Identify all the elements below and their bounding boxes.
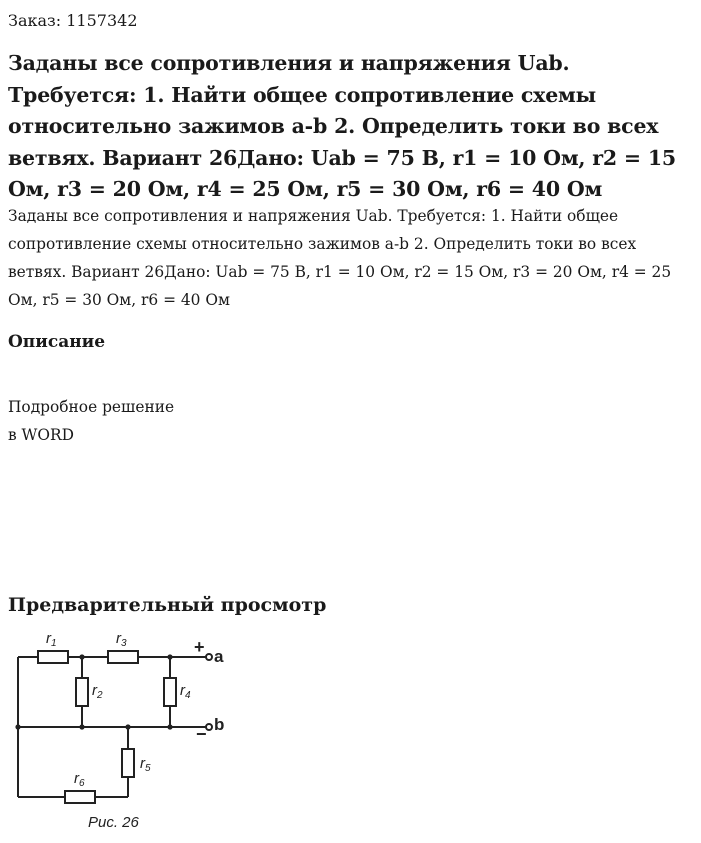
label-r3: $r_3$	[116, 630, 127, 649]
resistor-r2	[76, 678, 88, 706]
terminal-b-label: b	[214, 715, 225, 734]
figure-caption: Рис. 26	[88, 814, 139, 831]
page-title: Заданы все сопротивления и напряжения Uab. Требуется: 1. Найти общее сопротивление схемы относительно зажимов a-b 2. Определить токи во всех ветвях. Вариант 26Дано: Uab = 75 В, r1 = 10 Ом, r2 = 15 Ом, r3 = 20 Ом, r4 = 25 Ом, r5 = 30 Ом, r6 = 40 Ом	[8, 51, 676, 201]
description-line-1: Подробное решение	[8, 398, 175, 416]
label-r2: $r_2$	[92, 682, 103, 701]
label-r1: $r_1$	[46, 630, 57, 649]
junction-dot	[79, 654, 84, 659]
circuit-preview	[0, 622, 260, 843]
resistor-r4	[164, 678, 176, 706]
terminal-a-label: a	[214, 647, 224, 666]
resistor-r1	[38, 651, 68, 663]
description-body	[8, 393, 174, 449]
junction-dot	[15, 724, 20, 729]
circuit-diagram	[0, 622, 260, 843]
junction-dot	[167, 654, 172, 659]
label-r5: $r_5$	[140, 755, 151, 774]
resistor-r6	[65, 791, 95, 803]
junction-dot	[79, 724, 84, 729]
resistor-r3	[108, 651, 138, 663]
minus-sign: −	[196, 724, 207, 744]
junction-dot	[125, 724, 130, 729]
description-heading: Описание	[8, 332, 106, 352]
terminal-b-node	[206, 724, 212, 730]
plus-sign: +	[194, 637, 205, 657]
task-text: Заданы все сопротивления и напряжения Uab. Требуется: 1. Найти общее сопротивление схемы относительно зажимов a-b 2. Определить токи во всех ветвях. Вариант 26Дано: Uab = 75 В, r1 = 10 Ом, r2 = 15 Ом, r3 = 20 Ом, r4 = 25 Ом, r5 = 30 Ом, r6 = 40 Ом	[8, 207, 672, 309]
label-r4: $r_4$	[180, 682, 191, 701]
description-line-2: в WORD	[8, 426, 74, 444]
label-r6: $r_6$	[74, 770, 85, 789]
terminal-a-node	[206, 654, 212, 660]
junction-dot	[167, 724, 172, 729]
resistor-r5	[122, 749, 134, 777]
order-number: Заказ: 1157342	[8, 11, 138, 30]
preview-heading: Предварительный просмотр	[8, 594, 327, 616]
